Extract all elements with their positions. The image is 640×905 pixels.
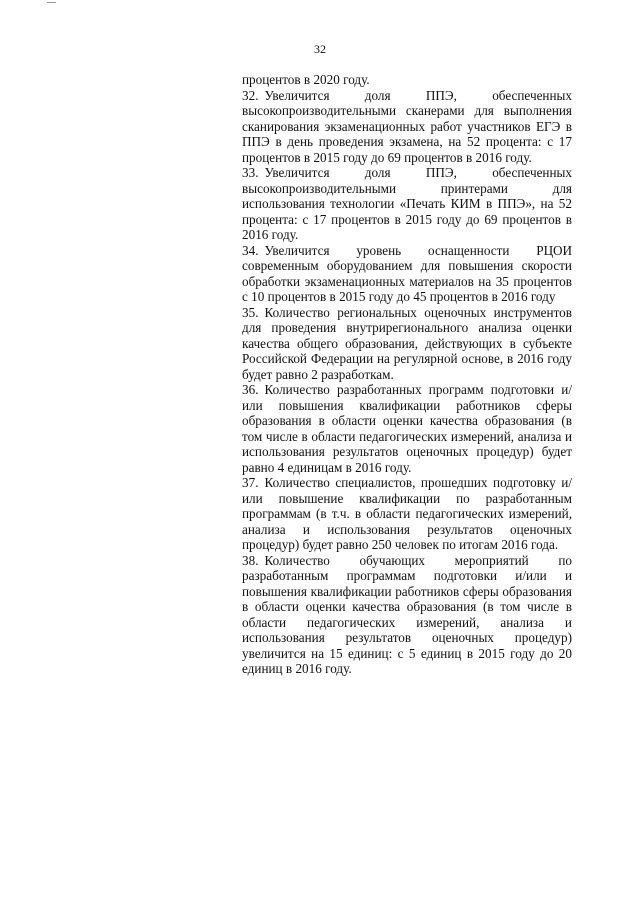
paragraph-number: 34. [242,242,259,258]
paragraph-38 [242,553,572,677]
paragraph-number: 37. [242,475,259,490]
page-number: 32 [314,42,326,56]
paragraph-text: Количество разработанных программ подготовки и/или повышения квалификации работников сферы образования в области оценки качества образования (в том числе в области педагогических измерений, анализа и использования результатов оценочных процедур) будет равно 4 единицам в 2016 году. [242,382,572,475]
paragraph-text: процентов в 2020 году. [242,72,370,87]
paragraph-number: 32. [242,87,259,103]
text-column [242,72,572,677]
paragraph-number: 38. [242,552,259,568]
scan-corner-mark [47,2,56,3]
paragraph-text: Количество обучающих мероприятий по разработанным программам подготовки и/или и повышения квалификации работников сферы образования в области оценки качества образования (в том числе в области педагогических измерений, анализа и использования результатов оценочных процедур) увеличится на 15 единиц: с 5 единиц в 2015 году до 20 единиц в 2016 году. [242,552,572,676]
paragraph-32 [242,88,572,166]
paragraph-continuation [242,72,572,88]
paragraph-34 [242,243,572,305]
paragraph-number: 33. [242,165,259,180]
paragraph-36 [242,382,572,475]
paragraph-number: 35. [242,304,259,320]
paragraph-text: Увеличится доля ППЭ, обеспеченных высокопроизводительными сканерами для выполнения сканирования экзаменационных работ участников ЕГЭ в ППЭ в день проведения экзамена, на 52 процента: с 17 процентов в 2015 году до 69 процентов в 2016 году. [242,87,572,165]
paragraph-number: 36. [242,382,259,397]
paragraph-37 [242,475,572,553]
paragraph-33 [242,165,572,243]
paragraph-text: Увеличится доля ППЭ, обеспеченных высокопроизводительными принтерами для использования технологии «Печать КИМ в ППЭ», на 52 процента: с 17 процентов в 2015 году до 69 процентов в 2016 году. [242,165,572,242]
paragraph-text: Количество региональных оценочных инструментов для проведения внутрирегионального анализа оценки качества общего образования, действующих в субъекте Российской Федерации на регулярной основе, в 2016 году будет равно 2 разработкам. [242,304,572,382]
paragraph-text: Увеличится уровень оснащенности РЦОИ современным оборудованием для повышения скорости обработки экзаменационных материалов на 35 процентов с 10 процентов в 2015 году до 45 процентов в 2016 году [242,242,572,304]
paragraph-text: Количество специалистов, прошедших подготовку и/или повышение квалификации по разработанным программам (в т.ч. в области педагогических измерений, анализа и использования результатов оценочных процедур) будет равно 250 человек по итогам 2016 года. [242,475,572,552]
paragraph-35 [242,305,572,383]
